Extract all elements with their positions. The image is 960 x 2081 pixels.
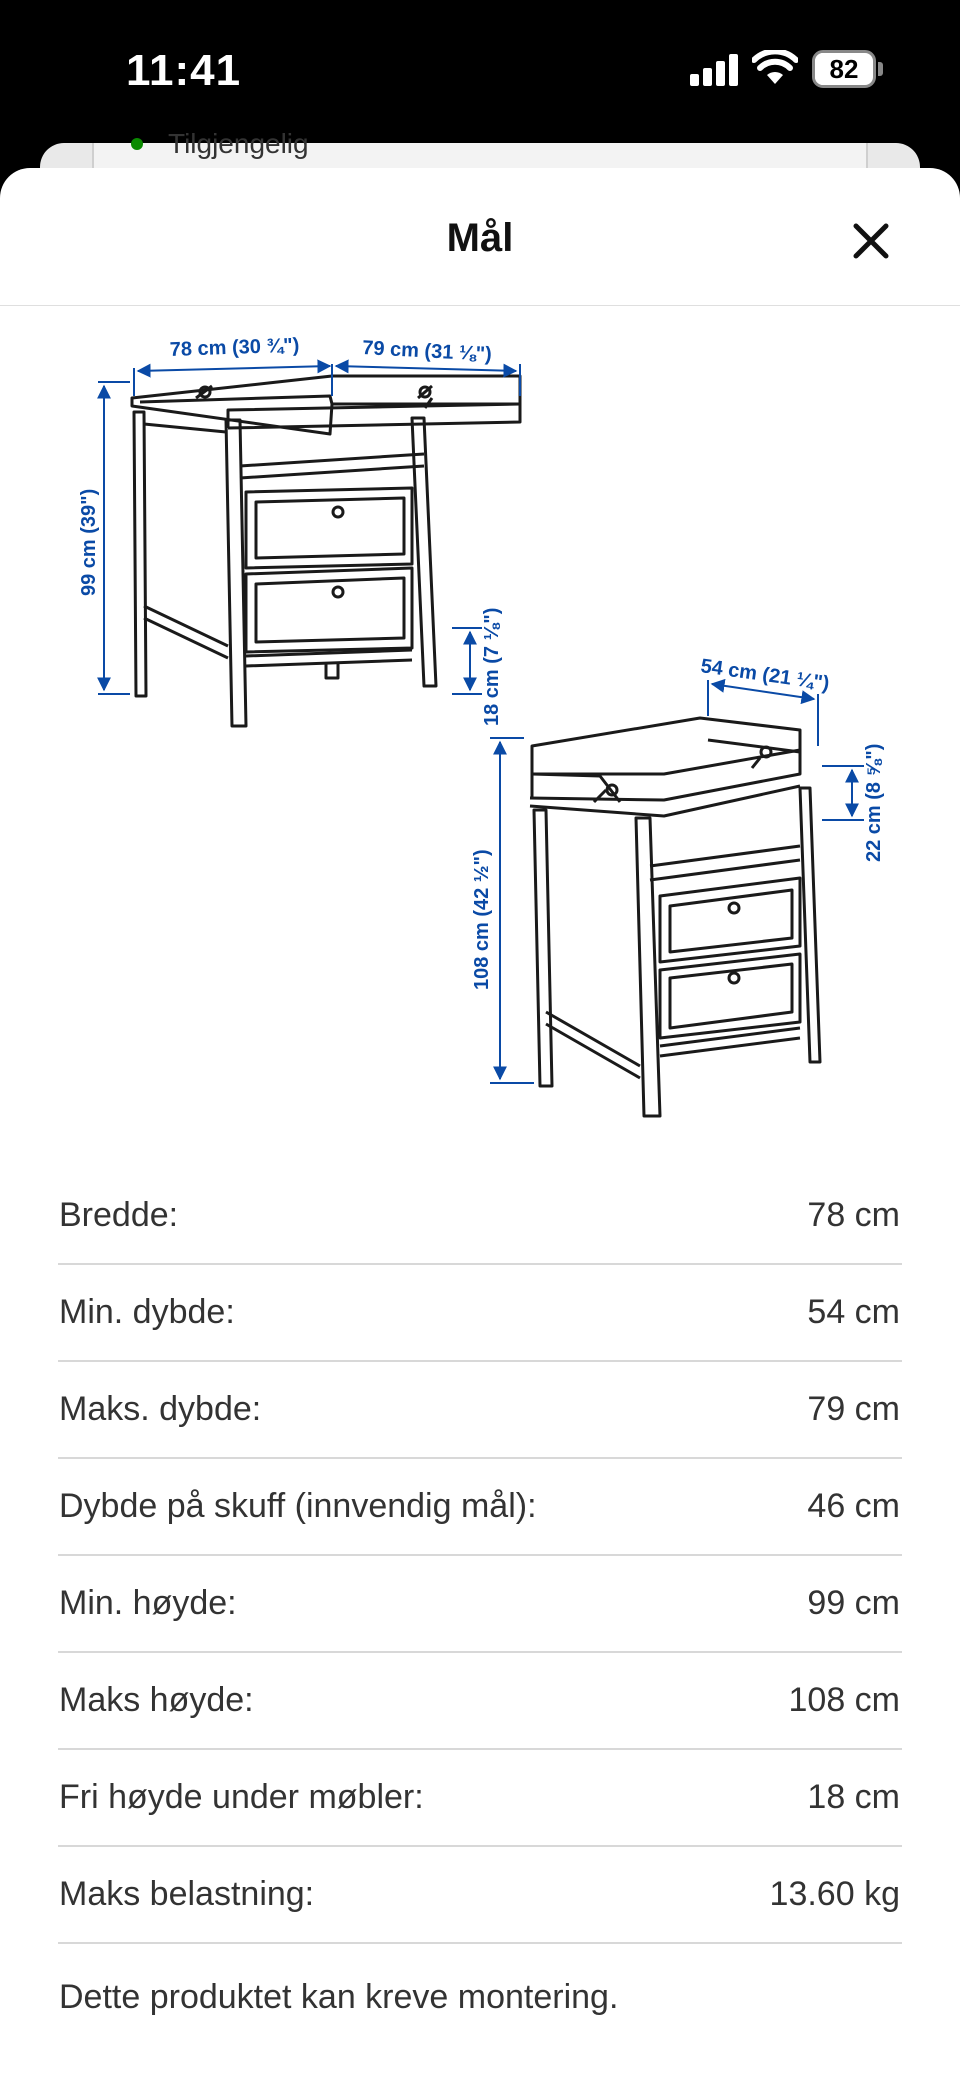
changing-table-closed-drawing <box>530 718 820 1116</box>
dimension-value: 54 cm <box>807 1293 900 1331</box>
rail-height-label: 22 cm (8 ⅝") <box>863 743 885 862</box>
dimension-drawing <box>0 306 960 1126</box>
dimension-row <box>58 1168 902 1265</box>
assembly-note: Dette produktet kan kreve montering. <box>59 1978 619 2016</box>
dimensions-sheet <box>0 168 960 2081</box>
dimension-value: 13.60 kg <box>769 1875 900 1913</box>
availability-dot <box>131 138 143 150</box>
dimension-label: Maks. dybde: <box>59 1390 262 1428</box>
height-min-label: 99 cm (39") <box>78 488 100 596</box>
clearance-label: 18 cm (7 ⅛") <box>481 607 503 726</box>
battery-icon <box>812 50 876 88</box>
dimension-row <box>58 1556 902 1653</box>
availability-text: Tilgjengelig <box>168 128 309 159</box>
dimension-row <box>58 1653 902 1750</box>
status-time: 11:41 <box>126 46 242 95</box>
close-icon[interactable] <box>848 218 894 264</box>
dimension-value: 108 cm <box>788 1681 900 1719</box>
dimension-value: 78 cm <box>807 1196 900 1234</box>
wifi-icon <box>752 50 798 86</box>
dimension-label: Dybde på skuff (innvendig mål): <box>59 1487 537 1525</box>
dimension-label: Maks belastning: <box>59 1875 315 1913</box>
dimension-row <box>58 1362 902 1459</box>
dimension-lines-1 <box>98 364 520 694</box>
dimension-row <box>58 1459 902 1556</box>
depth-min-label: 54 cm (21 ¼") <box>699 655 831 695</box>
dimension-value: 99 cm <box>807 1584 900 1622</box>
dimension-label: Min. dybde: <box>59 1293 235 1331</box>
dimension-label: Bredde: <box>59 1196 179 1234</box>
sheet-header <box>0 168 960 306</box>
battery-nub <box>878 62 883 76</box>
dimension-value: 18 cm <box>807 1778 900 1816</box>
dimensions-list <box>58 1168 902 1944</box>
dimension-label: Min. høyde: <box>59 1584 237 1622</box>
dimension-label: Maks høyde: <box>59 1681 254 1719</box>
cellular-signal-icon <box>690 54 740 86</box>
width-left-label: 78 cm (30 ¾") <box>169 334 300 361</box>
width-right-label: 79 cm (31 ⅛") <box>361 337 493 366</box>
status-bar <box>0 0 960 150</box>
dimension-row <box>58 1265 902 1362</box>
dimension-label: Fri høyde under møbler: <box>59 1778 424 1816</box>
changing-table-extended-drawing <box>132 376 520 726</box>
dimension-row <box>58 1847 902 1944</box>
dimension-value: 79 cm <box>807 1390 900 1428</box>
battery-percent: 82 <box>829 54 859 84</box>
sheet-title: Mål <box>446 216 514 260</box>
dimension-row <box>58 1750 902 1847</box>
dimension-value: 46 cm <box>807 1487 900 1525</box>
height-max-label: 108 cm (42 ½") <box>471 849 493 990</box>
